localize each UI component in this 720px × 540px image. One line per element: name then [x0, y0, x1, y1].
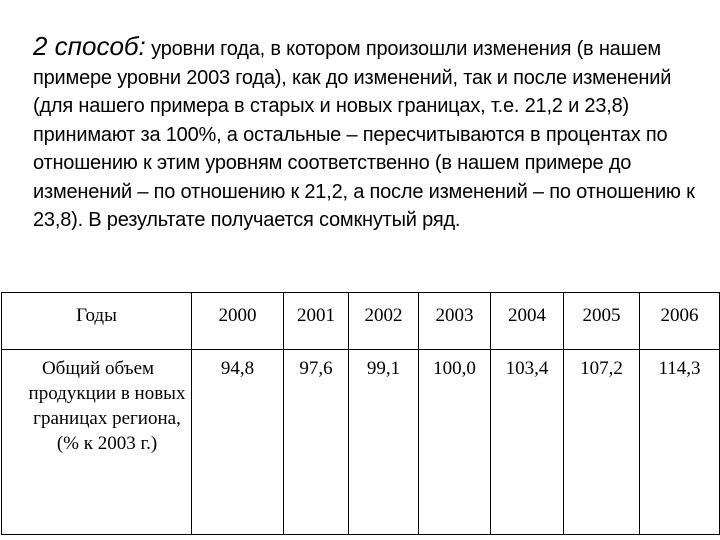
value-cell: 97,6: [284, 350, 349, 535]
value-cell: 94,8: [192, 350, 284, 535]
year-cell: 2000: [192, 293, 284, 350]
year-cell: 2003: [419, 293, 491, 350]
year-cell: 2005: [564, 293, 640, 350]
year-cell: 2006: [640, 293, 720, 350]
year-cell: 2004: [491, 293, 564, 350]
row-label-cell: [2, 350, 192, 535]
value-cell: 103,4: [491, 350, 564, 535]
row-label-text: Общий объем продукции в новых границах региона, (% к 2003 г.): [28, 358, 186, 454]
value-cell: 107,2: [564, 350, 640, 535]
method-body-text: уровни года, в котором произошли изменения (в нашем примере уровни 2003 года), как до изменений, так и после изменений (для нашего примера в старых и новых границах, т.е. 21,2 и 23,8) принимают за 100%, а остальные – пересчитываются в процентах по отношению к этим уровням соответственно (в нашем примере до изменений – по отношению к 21,2, а после изменений – по отношению к 23,8). В результате получается сомкнутый ряд.: [33, 38, 695, 231]
value-cell: 100,0: [419, 350, 491, 535]
table-header-row: [2, 293, 720, 350]
method-heading: 2 способ:: [33, 31, 146, 61]
method-description: [33, 32, 703, 235]
table-row: [2, 350, 720, 535]
header-label-cell: Годы: [2, 293, 192, 350]
closed-series-table: [1, 292, 720, 535]
value-cell: 99,1: [349, 350, 419, 535]
year-cell: 2001: [284, 293, 349, 350]
value-cell: 114,3: [640, 350, 720, 535]
year-cell: 2002: [349, 293, 419, 350]
